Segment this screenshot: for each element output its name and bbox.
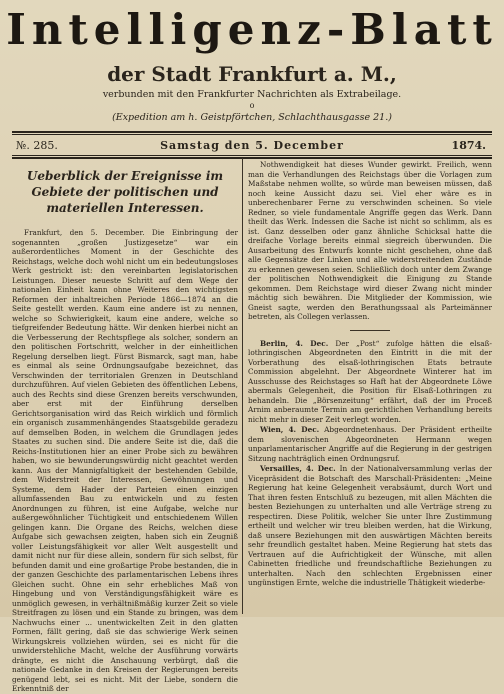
masthead-expedition-address: (Expedition am h. Geistpförtchen, Schlachthausgasse 21.) [112, 112, 392, 123]
issue-line [12, 138, 492, 154]
masthead-supplement-note: verbunden mit den Frankfurter Nachrichten als Extrabeilage. [102, 89, 402, 100]
top-rule-thin [12, 134, 492, 135]
article-headline: Ueberblick der Ereignisse im Gebiete der politischen und materiellen Interessen. [26, 169, 224, 215]
dispatch-wien [248, 425, 492, 463]
dispatch-dateline: Versailles, 4. Dec. [260, 464, 336, 473]
left-column [12, 160, 238, 693]
issue-rule-thin [12, 155, 492, 156]
issue-number: №. 285. [16, 139, 58, 152]
right-column [248, 160, 492, 612]
article-paragraph: Frankfurt, den 5. December. Die Einbringung der sogenannten „großen Justizgesetze“ war ein außerordentliches Moment in der Geschichte des Reichstags, welche doch wohl nicht um ein bedeutungsloses Werk gestrickt ist: den vereinbarten legislatorischen Leistungen. Dieser neueste Schritt auf dem Wege der nationalen Einheit kann ohne Weiteres den wichtigsten Reformen der inhaltreichen Periode 1866—1874 an die Seite gestellt werden. Kaum eine andere ist zu nennen, welche so Schwierigkeit, kaum eine andere, welche so tiefgreifender Bedeutung hätte. Wir denken hierbei nicht an die Verbesserung der Rechtspflege als solcher, sondern an den politischen Fortschritt, welcher in der einheitlichen Regelung derselben liegt. Fürst Bismarck, sagt man, habe es einmal als seine Ordnungsaufgabe bezeichnet, das Verschwinden der territorialen Grenzen in Deutschland durchzuführen. Auf vielen Gebieten des öffentlichen Lebens, auch des Rechts sind diese Grenzen bereits verschwunden, aber erst mit der Einführung derselben Gerichtsorganisation wird das Reich wirklich und förmlich ein organisch zusammenhängendes Staatsgebilde geradezu auf demselben Boden, in welchem die Grundlagen jedes Staates zu suchen sind. Die andere Seite ist die, daß die Reichs-Institutionen hier an einer Probe sich zu bewähren haben, wo sie bewunderungswürdig nicht geachtet werden kann. Aus der Mannigfaltigkeit der bestehenden Gebilde, dem Widerstreit der Interessen, Gewöhnungen und Systeme, dem Hader der Parteien einen einzigen allumfassenden Bau zu entwickeln und zu festen Anordnungen zu führen, ist eine Aufgabe, welche nur außergewöhnlicher Tüchtigkeit und entschiedenem Willen gelingen kann. Die Organe des Reichs, welchen diese Aufgabe sich gewachsen zeigten, haben sich ein Zeugniß voller Leistungsfähigkeit vor aller Welt ausgestellt und damit nicht nur für diese allein, sondern für sich selbst, für befunden damit und eine großartige Probe bestanden, die in der ganzen Geschichte des parlamentarischen Lebens ihres Gleichen sucht. Ohne ein sehr erhebliches Maß von Hingebung und von Verständigungsfähigkeit wäre es unmöglich gewesen, in verhältnißmäßig kurzer Zeit so viele Streitfragen zu lösen und ein Stande zu bringen, was dem Nachwuchs einer ... unentwickelten Zeit in den glatten Formen, fällt gering, daß sie das schwierige Werk seinen Wirkungskreis vollziehen würden, sei es nicht für die unwiderstehliche Macht, welche der Ausführung vorwärts drängte, es nicht die Anschauung verbürgt, daß die nationale Gedanke in den Kreisen der Regierungen bereits genügend lebt, sei es nicht. Mit der Liebe, sondern die Erkenntniß der [12, 228, 238, 693]
dispatch-text: Der „Post“ zufolge hätten die elsaß-lothringischen Abgeordneten den Eintritt in die mit der Vorberathung des elsaß-lothringischen Etats betraute Commission abgelehnt. Der Abgeordnete Winterer hat im Ausschusse des Reichstages so Haft hat der Abgeordnete Löwe abermals Gelegenheit, die Position für Elsaß-Lothringen zu behandeln. Die „Börsenzeitung“ erfährt, daß der im Proceß Arnim anberaumte Termin am gerichtlichen Verhandlung bereits nicht mehr in dieser Zeit verlegt worden. [248, 338, 492, 424]
issue-year: 1874. [451, 139, 486, 152]
issue-date: Samstag den 5. December [160, 139, 344, 152]
ornament-icon: o [249, 101, 255, 110]
dispatch-text: Abgeordnetenhaus. Der Präsident ertheilte dem slovenischen Abgeordneten Hermann wegen unparlamentarischer Angriffe auf die Regierung in der gestrigen Sitzung nachträglich einen Ordnungsruf. [248, 425, 492, 463]
dispatch-versailles [248, 464, 492, 588]
masthead-title: Intelligenz-Blatt [6, 5, 498, 54]
masthead-subtitle: der Stadt Frankfurt a. M., [107, 62, 397, 86]
dispatch-dateline: Berlin, 4. Dec. [260, 338, 329, 348]
column-divider [242, 158, 243, 614]
issue-rule [12, 157, 492, 159]
top-rule [12, 131, 492, 133]
dispatch-text: In der Nationalversammlung verlas der Vicepräsident die Botschaft des Marschall-Präsidenten: „Meine Regierung hat keine Gelegenheit verabsäumt, durch Wort und That ihren festen Entschluß zu bezeugen, mit allen Mächten die besten Beziehungen zu unterhalten und alle Verträge streng zu respectiren. Diese Politik, welcher Sie unter Ihre Zustimmung ertheilt und welcher wir treu bleiben werden, hat die Wirkung, daß unsere Beziehungen mit den auswärtigen Mächten bereits sehr freundlich gestaltet haben. Meine Regierung hat stets das Vertrauen auf die Aufrichtigkeit der Wünsche, mit allen Cabinetten friedliche und freundschaftliche Beziehungen zu unterhalten. Nach den schlechten Ergebnissen einer ungünstigen Ernte, welche die industrielle Thätigkeit wiederbe- [248, 464, 492, 587]
dispatch-berlin [248, 339, 492, 425]
section-separator [350, 330, 390, 331]
article-paragraph-continued: Nothwendigkeit hat dieses Wunder gewirkt. Freilich, wenn man die Verhandlungen des Reichstags über die Vorlagen zum Maßstabe nehmen wollte, so würde man beweisen müssen, daß noch keine Aussicht dazu sei. Viel eher wäre es in unberechenbarer Ferne zu verschwinden scheinen. So viele Redner, so viele fundamentale Angriffe gegen das Werk. Dann theilt das Werk. Indessen die Sache ist nicht so schlimm, als es ist. Ganz desselben oder ganz ähnliche Schicksal hatte die dreifache Vorlage bereits einmal siegreich überwunden. Die Ausarbeitung des Entwurfs konnte nicht geschehen, ohne daß alle Gegensätze der Linken und alle widerstreitenden Zustände zu erkennen gewesen seien. Schließlich doch unter dem Zwange der politischen Nothwendigkeit die Einigung zu Stande gekommen. Dem Reichstage wird dieser Zwang nicht minder mächtig sich bewähren. Die Mitglieder der Kommission, wie Gneist sagte, werden den Berathungssaal als Parteimänner betreten, als Collegen verlassen. [248, 160, 492, 321]
dispatch-dateline: Wien, 4. Dec. [260, 425, 320, 434]
